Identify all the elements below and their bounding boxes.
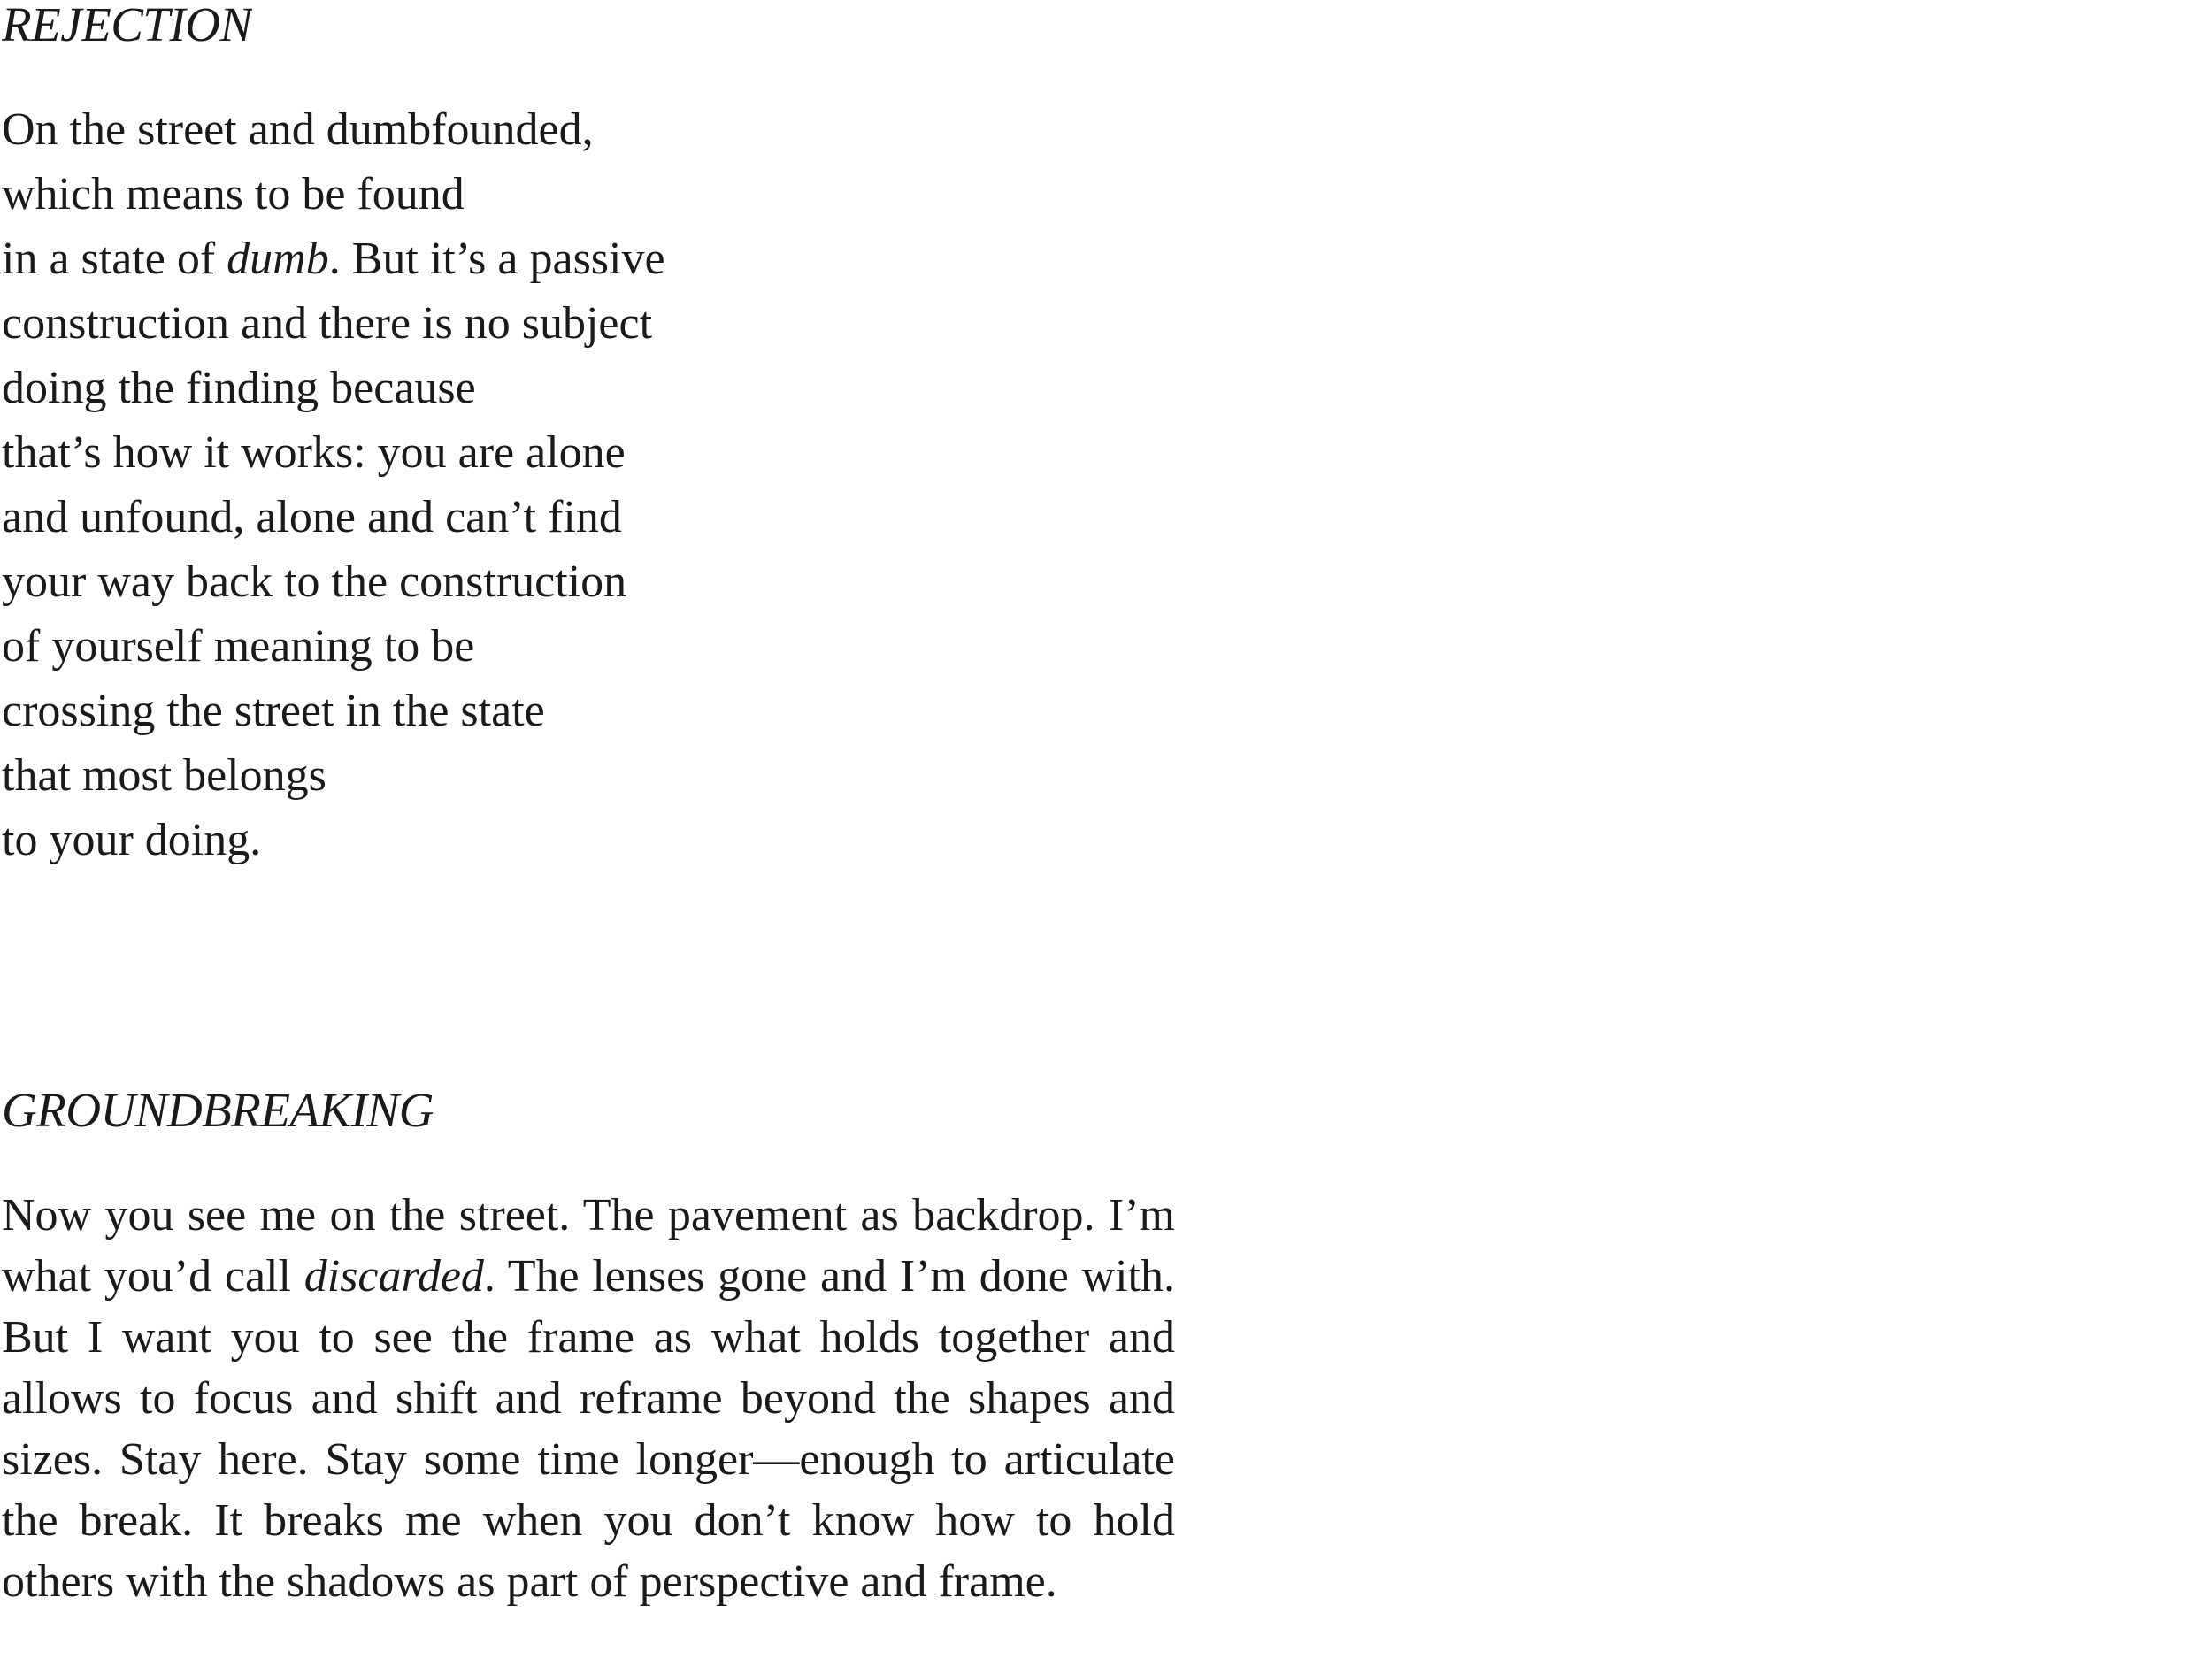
verse-line: and unfound, alone and can’t find: [2, 492, 622, 542]
verse-line: crossing the street in the state: [2, 686, 545, 736]
emphasized-word: dumb: [227, 234, 329, 284]
poem-title-groundbreaking: GROUNDBREAKING: [2, 1083, 434, 1137]
verse-line: doing the finding because: [2, 363, 476, 413]
verse-line: to your doing.: [2, 815, 262, 865]
emphasized-word: discarded: [303, 1251, 484, 1302]
prose-text: Now you see me on the street. The pavement as backdrop. I’m what you’d call: [2, 1190, 1175, 1302]
verse-line: your way back to the construction: [2, 557, 627, 607]
verse-line-part: . But it’s a passive: [328, 234, 665, 284]
poem-body-rejection: [2, 97, 665, 872]
verse-line: that most belongs: [2, 750, 326, 801]
verse-line: which means to be found: [2, 169, 465, 219]
prose-text: . The lenses gone and I’m done with. But I want you to see the frame as what holds together and allows to focus and shift and reframe beyond the shapes and sizes. Stay here. Stay some time longer—enough to articulate the break. It breaks me when you don’t know how to hold others with the shadows as part of perspective and frame.: [2, 1251, 1175, 1607]
verse-line: construction and there is no subject: [2, 298, 653, 349]
verse-line: On the street and dumbfounded,: [2, 104, 594, 155]
verse-line: of yourself meaning to be: [2, 621, 475, 672]
poem-body-groundbreaking: [2, 1185, 1175, 1612]
verse-line-part: in a state of: [2, 234, 227, 284]
poem-title-rejection: REJECTION: [2, 0, 252, 51]
verse-line: [2, 227, 665, 291]
verse-line: that’s how it works: you are alone: [2, 427, 626, 478]
